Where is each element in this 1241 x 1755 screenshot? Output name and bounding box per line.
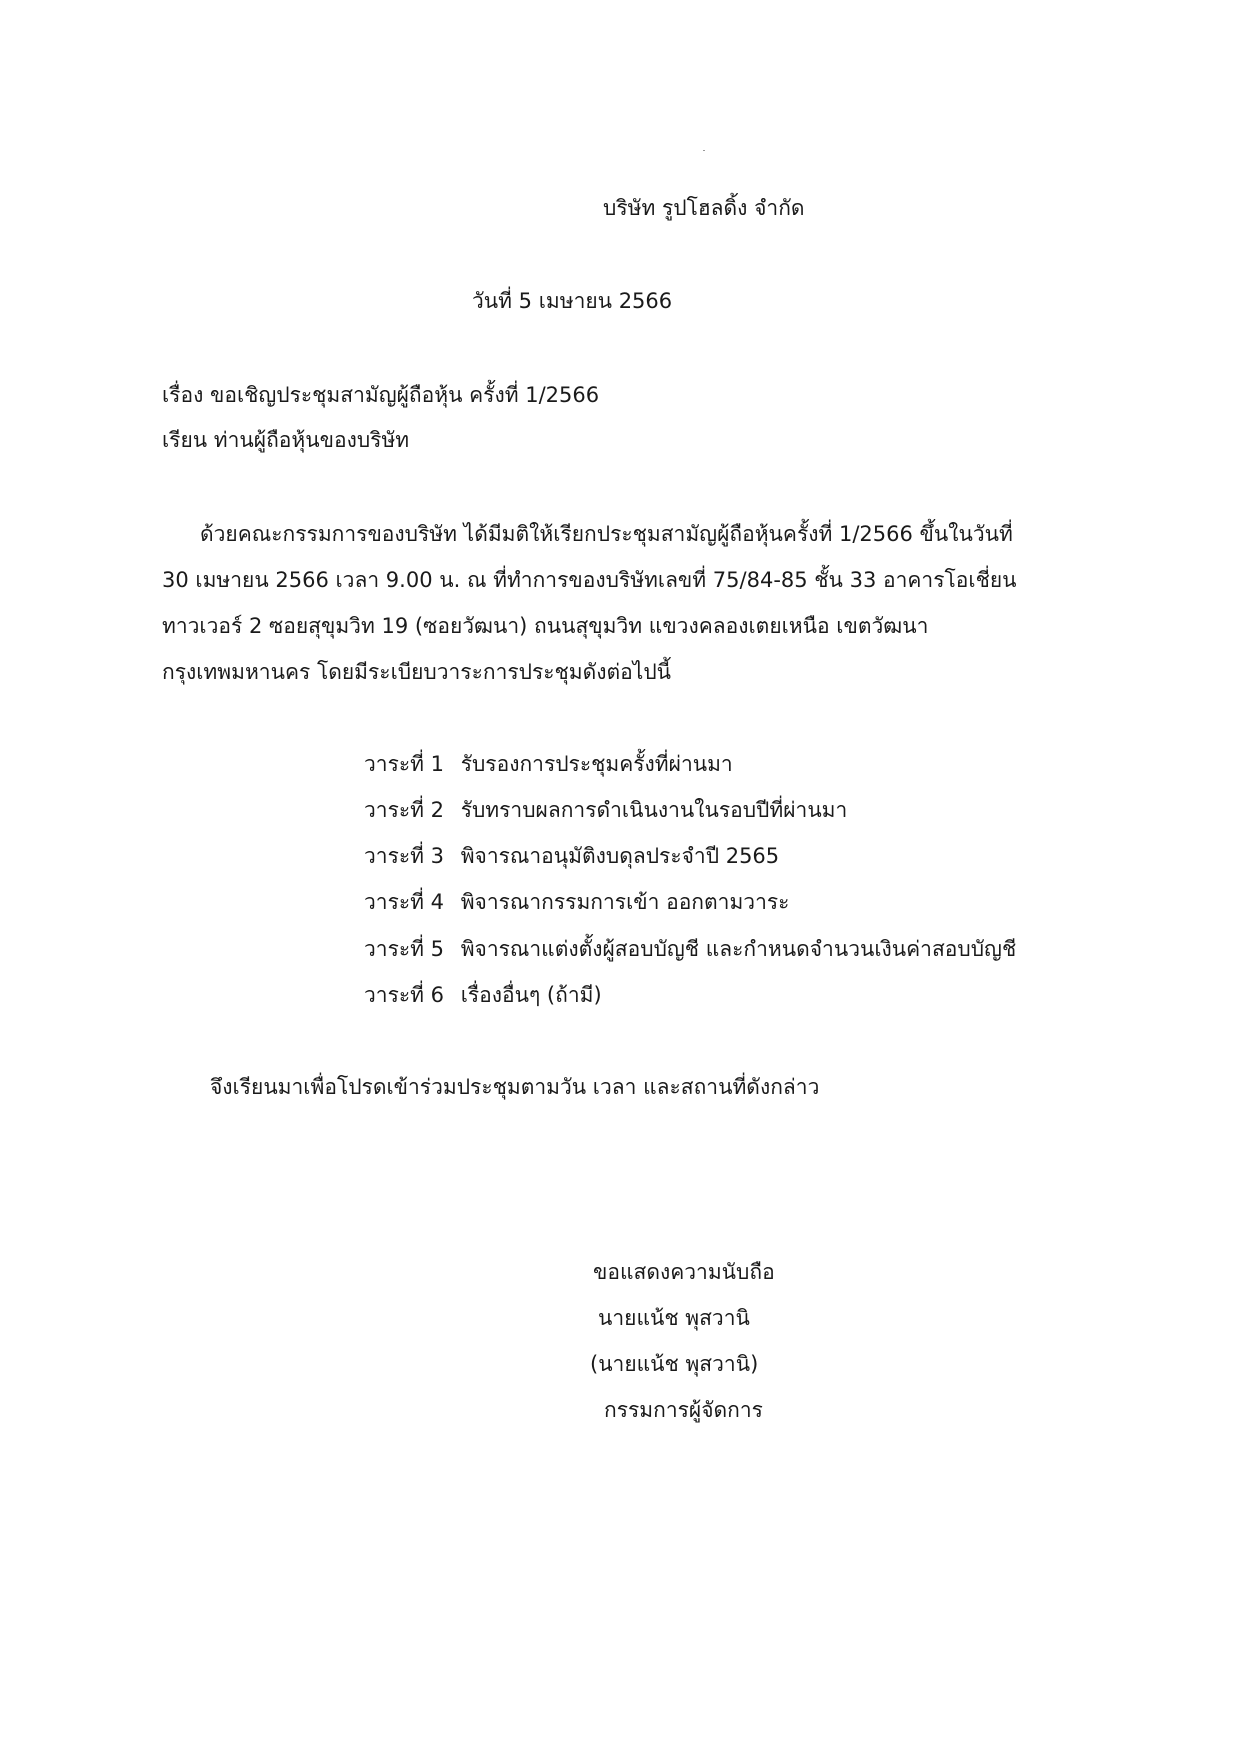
agenda-number: วาระที่ 3 (364, 844, 445, 868)
body-paragraph-line-1: ด้วยคณะกรรมการของบริษัท ได้มีมติให้เรียกประชุมสามัญผู้ถือหุ้นครั้งที่ 1/2566 ขึ้นในวันที่ (200, 522, 1013, 546)
signature-name: นายแน้ช พุสวานิ (598, 1306, 750, 1330)
agenda-number: วาระที่ 4 (364, 890, 445, 914)
subject-line: เรื่อง ขอเชิญประชุมสามัญผู้ถือหุ้น ครั้งที่ 1/2566 (162, 383, 600, 407)
signature-regards: ขอแสดงความนับถือ (593, 1260, 775, 1284)
agenda-item (364, 752, 733, 777)
agenda-item (364, 890, 789, 915)
closing-statement: จึงเรียนมาเพื่อโปรดเข้าร่วมประชุมตามวัน เวลา และสถานที่ดังกล่าว (210, 1075, 820, 1099)
agenda-item (364, 844, 779, 869)
body-paragraph-line-2: 30 เมษายน 2566 เวลา 9.00 น. ณ ที่ทำการของบริษัทเลขที่ 75/84-85 ชั้น 33 อาคารโอเชี่ยน (162, 568, 1017, 592)
agenda-text: พิจารณาแต่งตั้งผู้สอบบัญชี และกำหนดจำนวนเงินค่าสอบบัญชี (460, 937, 1017, 961)
agenda-text: รับรองการประชุมครั้งที่ผ่านมา (460, 752, 733, 776)
document-date: วันที่ 5 เมษายน 2566 (472, 289, 673, 313)
body-paragraph-line-4: กรุงเทพมหานคร โดยมีระเบียบวาระการประชุมดังต่อไปนี้ (162, 660, 672, 684)
scan-speck (703, 150, 705, 151)
agenda-item (364, 937, 1016, 962)
signature-name-parenthesized: (นายแน้ช พุสวานิ) (590, 1352, 759, 1376)
signature-position: กรรมการผู้จัดการ (604, 1398, 763, 1422)
agenda-item (364, 983, 602, 1008)
recipient-line: เรียน ท่านผู้ถือหุ้นของบริษัท (162, 428, 410, 452)
agenda-number: วาระที่ 2 (364, 798, 445, 822)
company-name: บริษัท รูปโฮลดิ้ง จำกัด (603, 196, 805, 220)
agenda-number: วาระที่ 5 (364, 937, 445, 961)
agenda-text: พิจารณาอนุมัติงบดุลประจำปี 2565 (460, 844, 780, 868)
agenda-number: วาระที่ 6 (364, 983, 445, 1007)
agenda-text: รับทราบผลการดำเนินงานในรอบปีที่ผ่านมา (460, 798, 848, 822)
agenda-text: เรื่องอื่นๆ (ถ้ามี) (460, 983, 602, 1007)
agenda-number: วาระที่ 1 (364, 752, 445, 776)
agenda-text: พิจารณากรรมการเข้า ออกตามวาระ (460, 890, 790, 914)
body-paragraph-line-3: ทาวเวอร์ 2 ซอยสุขุมวิท 19 (ซอยวัฒนา) ถนนสุขุมวิท แขวงคลองเตยเหนือ เขตวัฒนา (162, 614, 929, 638)
agenda-item (364, 798, 847, 823)
